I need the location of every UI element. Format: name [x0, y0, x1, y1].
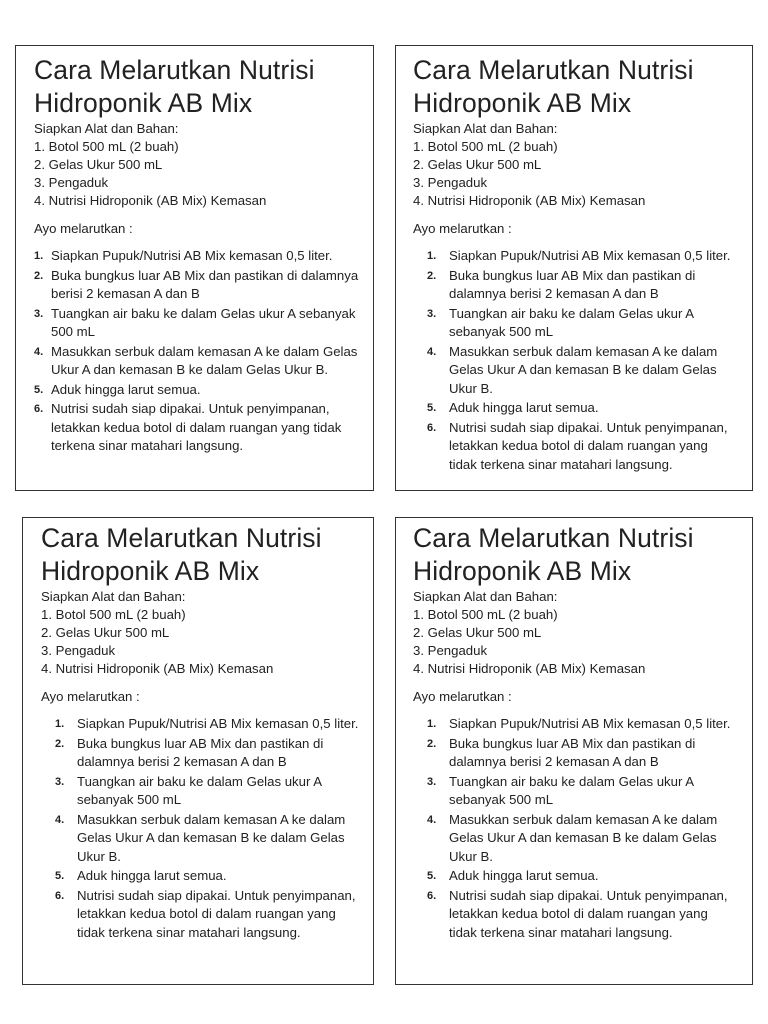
- instruction-card-3: [22, 517, 374, 985]
- step-item: [34, 267, 373, 304]
- materials-list: [413, 606, 752, 678]
- title-line-1: Cara Melarutkan Nutrisi: [413, 523, 694, 553]
- materials-list: [34, 138, 373, 210]
- step-number: 6.: [427, 421, 437, 434]
- card-title: [41, 522, 373, 588]
- step-number: 2.: [427, 737, 437, 750]
- step-text: Masukkan serbuk dalam kemasan A ke dalam Gelas Ukur A dan kemasan B ke dalam Gelas Ukur B.: [449, 811, 718, 864]
- title-line-2: Hidroponik AB Mix: [34, 88, 253, 118]
- step-number: 3.: [34, 307, 44, 320]
- step-number: 5.: [34, 383, 44, 396]
- step-item: [41, 735, 373, 772]
- step-number: 4.: [427, 813, 437, 826]
- material-item: 2. Gelas Ukur 500 mL: [34, 157, 163, 172]
- step-number: 4.: [427, 345, 437, 358]
- material-item: 1. Botol 500 mL (2 buah): [34, 139, 179, 154]
- steps-list: [413, 715, 752, 942]
- step-number: 1.: [427, 250, 437, 262]
- material-item: 4. Nutrisi Hidroponik (AB Mix) Kemasan: [413, 193, 646, 208]
- material-item: 3. Pengaduk: [41, 643, 116, 658]
- step-number: 6.: [34, 403, 44, 415]
- step-number: 3.: [55, 775, 65, 788]
- materials-label: Siapkan Alat dan Bahan:: [34, 121, 179, 136]
- step-number: 3.: [427, 775, 437, 788]
- title-line-2: Hidroponik AB Mix: [413, 556, 632, 586]
- step-item: [413, 399, 752, 418]
- instruction-card-4: [395, 517, 753, 985]
- materials-label: Siapkan Alat dan Bahan:: [413, 121, 558, 136]
- materials-label: Siapkan Alat dan Bahan:: [413, 589, 558, 604]
- step-item: [413, 419, 752, 475]
- step-number: 2.: [55, 737, 65, 750]
- step-text: Siapkan Pupuk/Nutrisi AB Mix kemasan 0,5 liter.: [77, 716, 359, 731]
- title-line-1: Cara Melarutkan Nutrisi: [41, 523, 322, 553]
- step-item: [41, 887, 373, 943]
- step-text: Siapkan Pupuk/Nutrisi AB Mix kemasan 0,5 liter.: [51, 248, 333, 263]
- step-text: Tuangkan air baku ke dalam Gelas ukur A sebanyak 500 mL: [77, 773, 322, 807]
- step-item: [34, 305, 373, 342]
- step-item: [413, 773, 752, 810]
- material-item: 3. Pengaduk: [413, 643, 488, 658]
- title-line-2: Hidroponik AB Mix: [413, 88, 632, 118]
- title-line-2: Hidroponik AB Mix: [41, 556, 260, 586]
- step-number: 6.: [55, 889, 65, 902]
- step-number: 3.: [427, 307, 437, 320]
- instruction-card-2: [395, 45, 753, 491]
- steps-list: [41, 715, 373, 942]
- material-item: 2. Gelas Ukur 500 mL: [413, 625, 542, 640]
- step-text: Buka bungkus luar AB Mix dan pastikan di dalamnya berisi 2 kemasan A dan B: [77, 735, 324, 769]
- material-item: 1. Botol 500 mL (2 buah): [413, 139, 558, 154]
- step-text: Buka bungkus luar AB Mix dan pastikan di dalamnya berisi 2 kemasan A dan B: [51, 267, 359, 301]
- step-text: Aduk hingga larut semua.: [51, 381, 201, 397]
- step-text: Masukkan serbuk dalam kemasan A ke dalam Gelas Ukur A dan kemasan B ke dalam Gelas Ukur B.: [449, 343, 718, 396]
- steps-intro: Ayo melarutkan :: [34, 221, 133, 236]
- step-text: Siapkan Pupuk/Nutrisi AB Mix kemasan 0,5 liter.: [449, 248, 731, 263]
- card-title: [413, 522, 752, 588]
- material-item: 4. Nutrisi Hidroponik (AB Mix) Kemasan: [41, 661, 274, 676]
- title-line-1: Cara Melarutkan Nutrisi: [34, 55, 315, 85]
- steps-list: [413, 247, 752, 474]
- step-item: [413, 343, 752, 399]
- material-item: 4. Nutrisi Hidroponik (AB Mix) Kemasan: [34, 193, 267, 208]
- material-item: 1. Botol 500 mL (2 buah): [41, 607, 186, 622]
- steps-intro: Ayo melarutkan :: [413, 689, 512, 704]
- materials-list: [413, 138, 752, 210]
- materials-list: [41, 606, 373, 678]
- materials-label: Siapkan Alat dan Bahan:: [41, 589, 186, 604]
- instruction-card-1: [15, 45, 374, 491]
- step-number: 5.: [427, 402, 437, 414]
- step-text: Nutrisi sudah siap dipakai. Untuk penyimpanan, letakkan kedua botol di dalam ruangan yang tidak terkena sinar matahari langsung.: [449, 419, 728, 472]
- steps-intro: Ayo melarutkan :: [413, 221, 512, 236]
- step-item: [34, 381, 373, 400]
- step-item: [413, 887, 752, 943]
- step-text: Tuangkan air baku ke dalam Gelas ukur A sebanyak 500 mL: [449, 305, 694, 339]
- step-item: [41, 867, 373, 886]
- step-number: 2.: [427, 269, 437, 282]
- steps-list: [34, 247, 373, 456]
- step-number: 1.: [427, 718, 437, 730]
- step-number: 4.: [55, 813, 65, 826]
- step-item: [413, 715, 752, 734]
- material-item: 3. Pengaduk: [413, 175, 488, 190]
- step-text: Masukkan serbuk dalam kemasan A ke dalam Gelas Ukur A dan kemasan B ke dalam Gelas Ukur B.: [77, 811, 346, 864]
- step-item: [413, 735, 752, 772]
- step-text: Buka bungkus luar AB Mix dan pastikan di dalamnya berisi 2 kemasan A dan B: [449, 267, 696, 301]
- step-item: [41, 773, 373, 810]
- step-number: 2.: [34, 269, 44, 282]
- step-item: [41, 811, 373, 867]
- step-item: [413, 811, 752, 867]
- step-item: [413, 267, 752, 304]
- step-text: Masukkan serbuk dalam kemasan A ke dalam Gelas Ukur A dan kemasan B ke dalam Gelas Ukur B.: [51, 343, 358, 377]
- step-text: Nutrisi sudah siap dipakai. Untuk penyimpanan, letakkan kedua botol di dalam ruangan yang tidak terkena sinar matahari langsung.: [51, 401, 342, 453]
- material-item: 2. Gelas Ukur 500 mL: [413, 157, 542, 172]
- step-number: 5.: [55, 870, 65, 882]
- step-number: 4.: [34, 345, 44, 358]
- step-text: Aduk hingga larut semua.: [449, 868, 599, 883]
- step-text: Buka bungkus luar AB Mix dan pastikan di dalamnya berisi 2 kemasan A dan B: [449, 735, 696, 769]
- step-item: [34, 400, 373, 456]
- step-item: [413, 305, 752, 342]
- step-text: Tuangkan air baku ke dalam Gelas ukur A sebanyak 500 mL: [449, 773, 694, 807]
- step-text: Aduk hingga larut semua.: [77, 868, 227, 883]
- step-number: 6.: [427, 889, 437, 902]
- card-title: [34, 54, 373, 120]
- step-item: [34, 343, 373, 380]
- step-item: [34, 247, 373, 266]
- step-item: [41, 715, 373, 734]
- step-number: 1.: [55, 718, 65, 730]
- step-text: Siapkan Pupuk/Nutrisi AB Mix kemasan 0,5 liter.: [449, 716, 731, 731]
- step-item: [413, 867, 752, 886]
- step-number: 1.: [34, 250, 44, 262]
- step-text: Aduk hingga larut semua.: [449, 400, 599, 415]
- title-line-1: Cara Melarutkan Nutrisi: [413, 55, 694, 85]
- material-item: 2. Gelas Ukur 500 mL: [41, 625, 170, 640]
- material-item: 1. Botol 500 mL (2 buah): [413, 607, 558, 622]
- step-item: [413, 247, 752, 266]
- step-text: Nutrisi sudah siap dipakai. Untuk penyimpanan, letakkan kedua botol di dalam ruangan yang tidak terkena sinar matahari langsung.: [449, 887, 728, 940]
- steps-intro: Ayo melarutkan :: [41, 689, 140, 704]
- material-item: 4. Nutrisi Hidroponik (AB Mix) Kemasan: [413, 661, 646, 676]
- card-title: [413, 54, 752, 120]
- step-number: 5.: [427, 870, 437, 882]
- material-item: 3. Pengaduk: [34, 175, 109, 190]
- step-text: Tuangkan air baku ke dalam Gelas ukur A sebanyak 500 mL: [51, 305, 356, 339]
- step-text: Nutrisi sudah siap dipakai. Untuk penyimpanan, letakkan kedua botol di dalam ruangan yang tidak terkena sinar matahari langsung.: [77, 887, 356, 940]
